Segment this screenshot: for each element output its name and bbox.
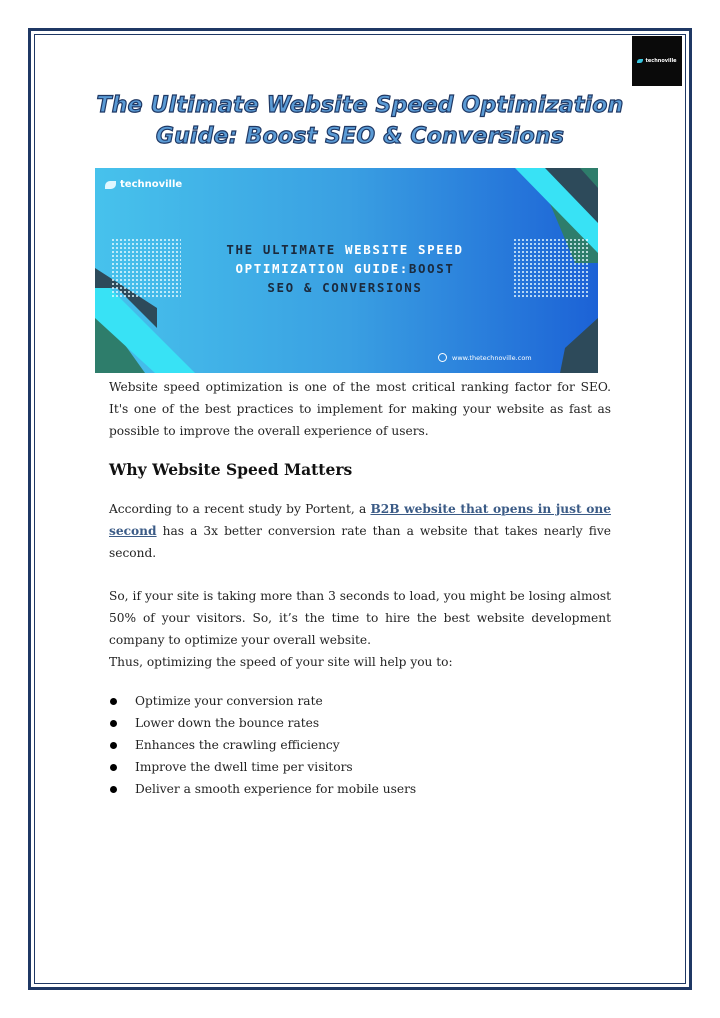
banner-line2-dark: BOOST xyxy=(408,261,455,276)
banner-dot-pattern-left xyxy=(111,238,181,298)
list-item-text: Improve the dwell time per visitors xyxy=(135,760,353,774)
section-heading: Why Website Speed Matters xyxy=(109,460,353,479)
globe-icon xyxy=(438,353,447,362)
technoville-corner-logo xyxy=(632,36,682,86)
list-item xyxy=(109,778,416,800)
banner-brand-text: technoville xyxy=(120,179,183,190)
leaf-logo-icon xyxy=(105,181,116,189)
banner-url-text: www.thetechnoville.com xyxy=(452,353,532,362)
list-item-text: Enhances the crawling efficiency xyxy=(135,738,340,752)
list-item-text: Optimize your conversion rate xyxy=(135,694,323,708)
b2b-study-link[interactable]: B2B website that opens in just one second xyxy=(109,502,611,538)
document-title xyxy=(80,90,640,152)
bullet-icon xyxy=(110,764,117,771)
banner-line1-dark: THE ULTIMATE xyxy=(226,242,345,257)
list-item xyxy=(109,756,416,778)
banner-headline xyxy=(195,240,495,297)
bullet-icon xyxy=(110,698,117,705)
benefits-intro: Thus, optimizing the speed of your site will help you to: xyxy=(109,655,453,669)
banner-stripe-dark-br xyxy=(560,318,598,373)
banner-brand-logo xyxy=(105,179,182,190)
study-text-before: According to a recent study by Portent, a xyxy=(109,502,371,516)
banner-website-url xyxy=(438,353,532,362)
leaf-logo-icon xyxy=(637,59,643,63)
list-item-text: Lower down the bounce rates xyxy=(135,716,320,730)
document-title-line2: Guide: Boost SEO & Conversions xyxy=(155,124,565,149)
banner-line2-white: OPTIMIZATION GUIDE: xyxy=(235,261,409,276)
banner-dot-pattern-right xyxy=(513,238,589,298)
bullet-icon xyxy=(110,742,117,749)
banner-line1-white: WEBSITE SPEED xyxy=(345,242,464,257)
list-item-text: Deliver a smooth experience for mobile users xyxy=(135,782,417,796)
banner-line3-dark: SEO & CONVERSIONS xyxy=(267,280,423,295)
list-item xyxy=(109,690,416,712)
list-item xyxy=(109,712,416,734)
visitors-paragraph: So, if your site is taking more than 3 seconds to load, you might be losing almost 50% of your visitors. So, it’s the time to hire the best website development company to optimize your overall website. xyxy=(109,589,611,647)
study-text-after: has a 3x better conversion rate than a website that takes nearly five second. xyxy=(109,524,611,560)
benefits-list xyxy=(109,690,416,800)
hero-banner-image xyxy=(95,168,598,373)
bullet-icon xyxy=(110,720,117,727)
intro-paragraph: Website speed optimization is one of the most critical ranking factor for SEO. It's one of the best practices to implement for making your website as fast as possible to improve the overall experience of users. xyxy=(109,380,611,438)
document-title-line1: The Ultimate Website Speed Optimization xyxy=(96,93,624,118)
study-paragraph xyxy=(109,498,611,564)
list-item xyxy=(109,734,416,756)
corner-logo-text: technoville xyxy=(645,58,677,64)
bullet-icon xyxy=(110,786,117,793)
